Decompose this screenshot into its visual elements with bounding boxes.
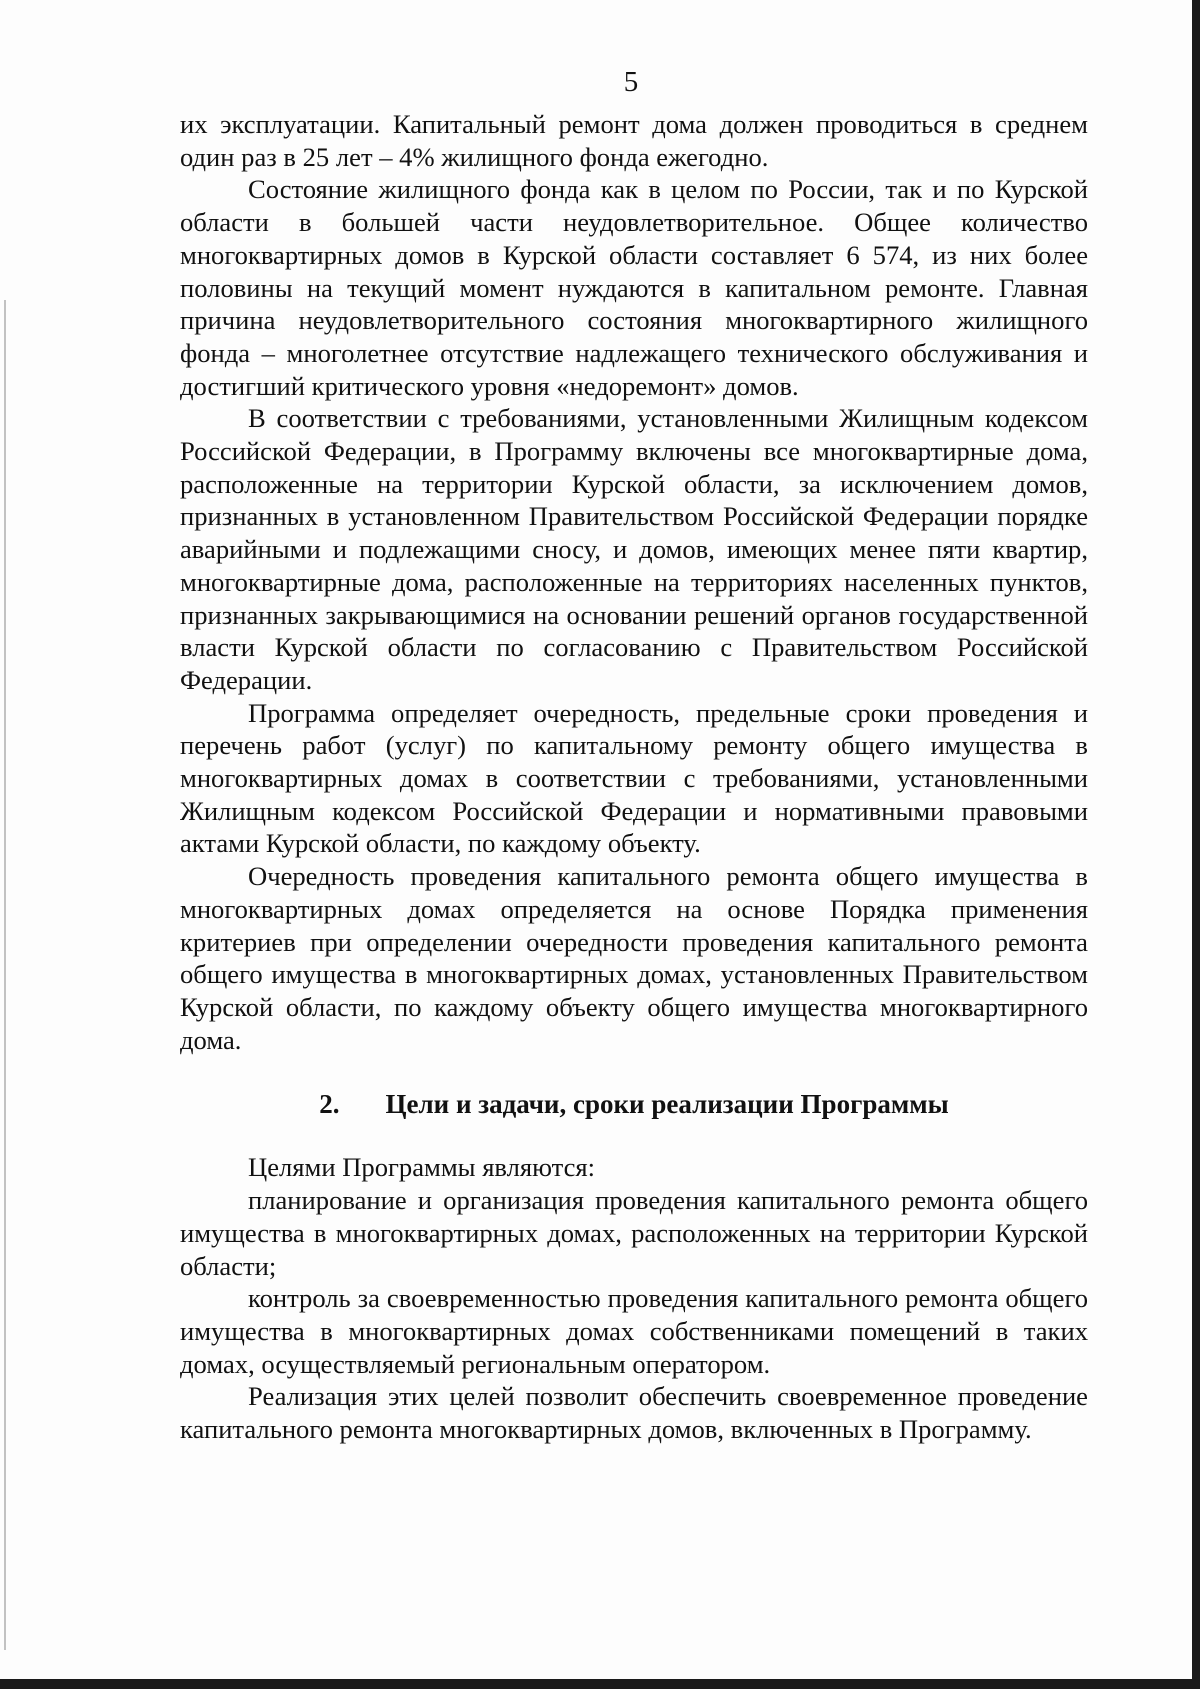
paragraph-conclusion: Реализация этих целей позволит обеспечить своевременное проведение капитального ремонта многоквартирных домов, включенных в Программу.: [180, 1381, 1088, 1445]
goal-item-control: контроль за своевременностью проведения капитального ремонта общего имущества в многоквартирных домах собственниками помещений в таких домах, осуществляемый региональным оператором.: [180, 1283, 1088, 1379]
paragraph-continuation: их эксплуатации. Капитальный ремонт дома должен проводиться в среднем один раз в 25 лет – 4% жилищного фонда ежегодно.: [180, 109, 1088, 172]
section-title: Цели и задачи, сроки реализации Программы: [385, 1089, 949, 1120]
scan-edge-left: [4, 300, 6, 1650]
paragraph-priority-order: Очередность проведения капитального ремонта общего имущества в многоквартирных домах определяется на основе Порядка применения критериев при определении очередности проведения капитального ремонта общего имущества в многоквартирных домах, установленных Правительством Курской области, по каждому объекту общего имущества многоквартирного дома.: [180, 861, 1088, 1055]
paragraph-program-scope: Программа определяет очередность, предельные сроки проведения и перечень работ (услуг) по капитальному ремонту общего имущества в многоквартирных домах в соответствии с требованиями, установленными Жилищным кодексом Российской Федерации и нормативными правовыми актами Курской области, по каждому объекту.: [180, 697, 1088, 859]
goals-intro: Целями Программы являются:: [248, 1152, 596, 1183]
document-body: [180, 108, 1088, 1446]
paragraph-included-houses: В соответствии с требованиями, установленными Жилищным кодексом Российской Федерации, в Программу включены все многоквартирные дома, расположенные на территории Курской области, за исключением домов, признанных в установленном Правительством Российской Федерации порядке аварийными и подлежащими сносу, и домов, имеющих менее пяти квартир, многоквартирные дома, расположенные на территориях населенных пунктов, признанных закрывающимися на основании решений органов государственной власти Курской области по согласованию с Правительством Российской Федерации.: [180, 403, 1088, 695]
section-heading: [180, 1087, 1088, 1121]
scan-edge-bottom: [0, 1679, 1200, 1689]
scan-edge-right: [1192, 0, 1200, 1689]
goal-item-planning: планирование и организация проведения капитального ремонта общего имущества в многоквартирных домах, расположенных на территории Курской области;: [180, 1185, 1088, 1281]
page-number: 5: [623, 66, 639, 98]
paragraph-housing-state: Состояние жилищного фонда как в целом по России, так и по Курской области в большей части неудовлетворительное. Общее количество многоквартирных домов в Курской области составляет 6 574, из них более половины на текущий момент нуждаются в капитальном ремонте. Главная причина неудовлетворительного состояния многоквартирного жилищного фонда – многолетнее отсутствие надлежащего технического обслуживания и достигший критического уровня «недоремонт» домов.: [180, 174, 1088, 401]
section-number: 2.: [319, 1089, 340, 1120]
